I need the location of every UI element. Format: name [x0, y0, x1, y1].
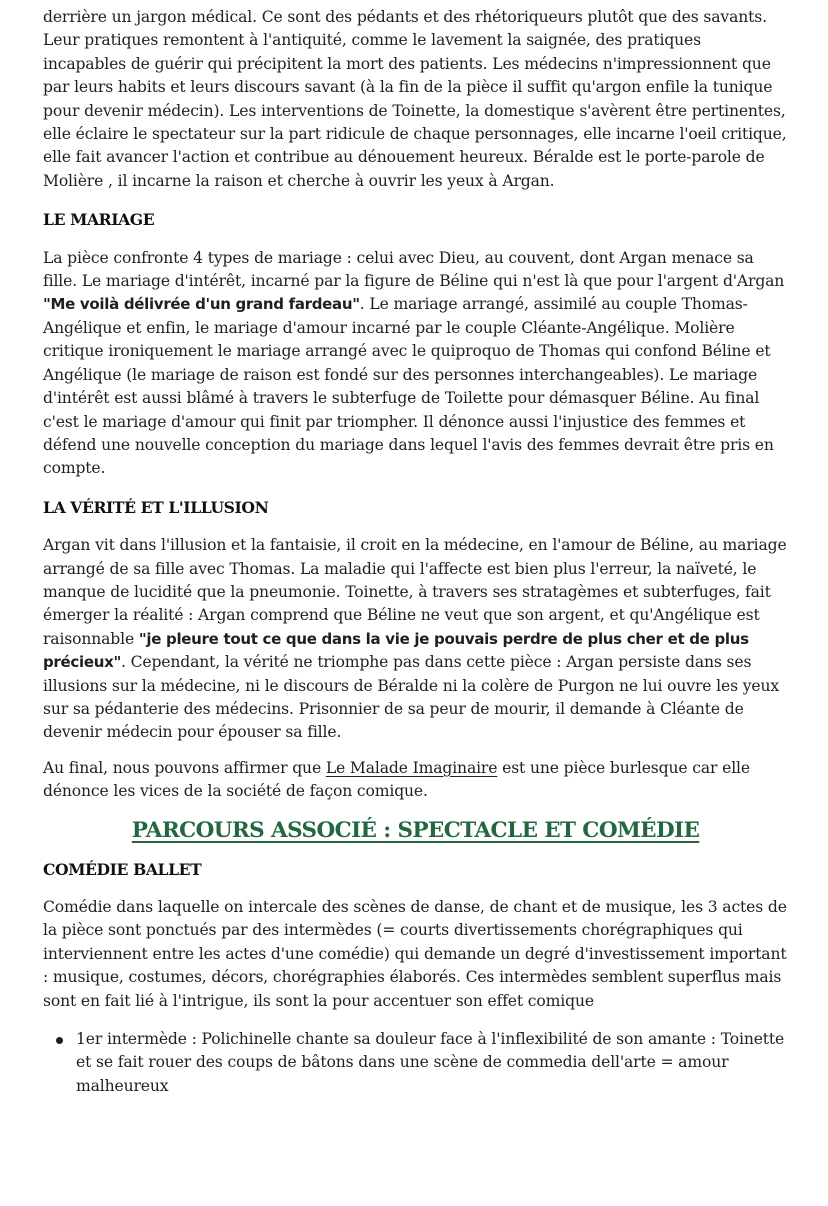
comedie-paragraph: Comédie dans laquelle on intercale des scènes de danse, de chant et de musique, les 3 actes de la pièce sont ponctués par des intermèdes (= courts divertissements chorégraphiques qui interviennent entre les actes d'une comédie) qui demande un degré d'investissement important : musique, costumes, décors, chorégraphies élaborés. Ces intermèdes semblent superflus mais sont en fait lié à l'intrigue, ils sont la pour accentuer son effet comique — [43, 898, 787, 1010]
conclusion-text-2: est une pièce burlesque car elle dénonce les vices de la société de façon comique. — [43, 758, 750, 801]
verite-text-1: Argan vit dans l'illusion et la fantaisie, il croit en la médecine, en l'amour de Béline, au mariage arrangé de sa fille avec Thomas. La maladie qui l'affecte est bien plus l'erreur, la naïveté, le manque de lucidité que la pneumonie. Toinette, à travers ses stratagèmes et subterfuges, fait émerger la réalité : Argan comprend que Béline ne veut que son argent, et qu'Angélique est raisonnable — [43, 536, 787, 648]
verite-quote: "je pleure tout ce que dans la vie je pouvais perdre de plus cher et de plus précieux" — [43, 629, 749, 672]
conclusion-text-1: Au final, nous pouvons affirmer que — [43, 758, 326, 777]
mariage-text-2: . Le mariage arrangé, assimilé au couple Thomas-Angélique et enfin, le mariage d'amour incarné par le couple Cléante-Angélique. Molière critique ironiquement le mariage arrangé avec le quiproquo de Thomas qui confond Béline et Angélique (le mariage de raison est fondé sur des personnes interchangeables). Le mariage d'intérêt est aussi blâmé à travers le subterfuge de Toilette pour démasquer Béline. Au final c'est le mariage d'amour qui finit par triompher. Il dénonce aussi l'injustice des femmes et défend une nouvelle conception du mariage dans lequel l'avis des femmes devrait être pris en compte. — [43, 295, 774, 478]
intermede-list — [43, 1028, 788, 1098]
parcours-heading: PARCOURS ASSOCIÉ : SPECTACLE ET COMÉDIE — [131, 817, 700, 843]
intro-paragraph: derrière un jargon médical. Ce sont des pédants et des rhétoriqueurs plutôt que des savants. Leur pratiques remontent à l'antiquité, comme le lavement la saignée, des pratiques incapables de guérir qui précipitent la mort des patients. Les médecins n'impressionnent que par leurs habits et leurs discours savant (à la fin de la pièce il suffit qu'argon enfile la tunique pour devenir médecin). Les interventions de Toinette, la domestique s'avèrent être pertinentes, elle éclaire le spectateur sur la part ridicule de chaque personnages, elle incarne l'oeil critique, elle fait avancer l'action et contribue au dénouement heureux. Béralde est le porte-parole de Molière , il incarne la raison et cherche à ouvrir les yeux à Argan. — [43, 8, 787, 190]
verite-text-2: . Cependant, la vérité ne triomphe pas dans cette pièce : Argan persiste dans ses illusions sur la médecine, ni le discours de Béralde ni la colère de Purgon ne lui ouvre les yeux sur sa pédanterie des médecins. Prisonnier de sa peur de mourir, il demande à Cléante de devenir médecin pour épouser sa fille. — [43, 653, 779, 742]
work-title: Le Malade Imaginaire — [325, 758, 498, 777]
verite-paragraph — [43, 534, 788, 745]
section-heading-mariage: LE MARIAGE — [43, 210, 155, 230]
list-item — [76, 1028, 788, 1098]
mariage-text-1: La pièce confronte 4 types de mariage : celui avec Dieu, au couvent, dont Argan menace sa fille. Le mariage d'intérêt, incarné par la figure de Béline qui n'est là que pour l'argent d'Argan — [43, 248, 785, 291]
section-heading-verite: LA VÉRITÉ ET L'ILLUSION — [43, 497, 269, 517]
bullet-icon — [56, 1037, 63, 1044]
list-item-text: 1er intermède : Polichinelle chante sa douleur face à l'inflexibilité de son amante : Toinette et se fait rouer des coups de bâtons dans une scène de commedia dell'arte = amour malheureux — [76, 1030, 785, 1095]
mariage-paragraph — [43, 247, 788, 481]
conclusion-paragraph — [43, 757, 788, 804]
mariage-quote: "Me voilà délivrée d'un grand fardeau" — [43, 295, 360, 314]
section-heading-comedie-ballet: COMÉDIE BALLET — [43, 859, 202, 879]
